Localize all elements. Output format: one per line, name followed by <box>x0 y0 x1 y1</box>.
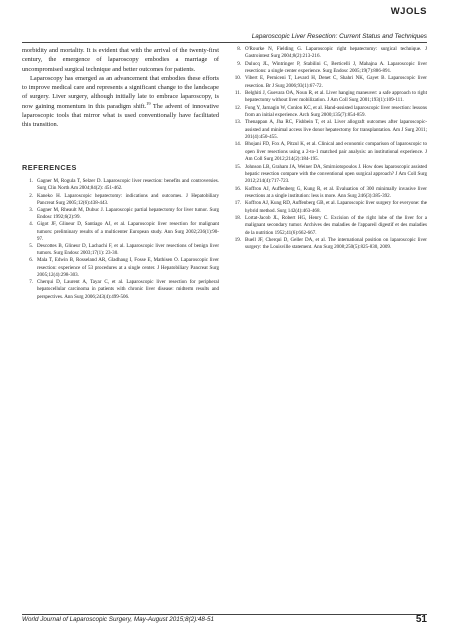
reference-number: 8. <box>237 46 241 52</box>
reference-item <box>230 200 427 215</box>
reference-number: 18. <box>234 214 241 221</box>
reference-item <box>230 90 427 105</box>
reference-number: 15. <box>234 163 241 170</box>
reference-text: Koffron AJ, Kung RD, Auffenberg GB, et al. Laparoscopic liver surgery for everyone: the hybrid method. Surg 142(4):463-468. <box>245 200 427 214</box>
header-divider <box>22 42 427 43</box>
reference-text: Fong Y, Jarnagin W, Conlon KC, et al. Hand-assisted laparoscopic liver resection: lessons from an initial experience. Arch Surg 2000;135(7):854-859. <box>245 104 427 119</box>
running-title: Laparoscopic Liver Resection: Current Status and Techniques <box>251 33 427 40</box>
reference-number: 11. <box>234 90 241 97</box>
body-paragraph-2 <box>22 74 219 130</box>
reference-item <box>22 193 219 207</box>
reference-number: 9. <box>237 60 241 67</box>
journal-abbreviation: WJOLS <box>390 6 427 17</box>
body-paragraph-2-text: Laparoscopy has emerged as an advancement that embodies these efforts to improve medical care and represents a significant change to the landscape of surgery. Liver surgery, although initially late to embrace laparoscopy, is now gaining momentum in this paradigm shift. <box>22 74 219 110</box>
reference-number: 16. <box>234 185 241 192</box>
reference-text: Mala T, Edwin B, Rosseland AR, Gladhaug I, Fosse E, Mathisen O. Laparoscopic liver resection: experience of 53 procedures at a single center. J Hepatobiliary Pancreat Surg 2005;12(4):298-303. <box>37 257 219 278</box>
reference-item <box>230 75 427 90</box>
reference-number: 7. <box>29 279 33 286</box>
reference-number: 1. <box>29 178 33 185</box>
reference-number: 4. <box>29 221 33 228</box>
reference-number: 14. <box>234 141 241 148</box>
footer-divider <box>22 614 427 615</box>
reference-text: Bhojani FD, Fox A, Pitzul K, et al. Clinical and economic comparison of laparoscopic to open liver resections using a 2-to-1 matched pair analysis: an institutional experience. J Am Coll Surg 2012;214(2):184-195. <box>245 141 427 163</box>
reference-text: Dulucq JL, Wintringer P, Stabilini C, Berticelli J, Mahajna A. Laparoscopic liver resections: a single center experience. Surg Endosc 2005;19(7):886-891. <box>245 60 427 75</box>
reference-item <box>22 221 219 243</box>
page-number: 51 <box>415 614 427 625</box>
reference-item <box>22 279 219 301</box>
body-paragraph-2-end: The advent of innovative laparoscopic tools that mirror what is used conventionally have facilitated this transition. <box>22 102 219 128</box>
reference-number: 17. <box>234 200 241 207</box>
reference-text: Lortat-Jacob JL, Robert HG, Henry C. Excision of the right lobe of the liver for a malignant secondary tumor. Archives des maladies de l'appareil digestif et des maladies de la nutrition 1952;41(6):662-667. <box>245 214 427 236</box>
citation-superscript: 19 <box>146 100 151 106</box>
reference-item <box>230 215 427 237</box>
reference-item <box>22 207 219 221</box>
reference-number: 3. <box>29 207 33 214</box>
reference-item <box>230 164 427 186</box>
reference-text: Kaneko H. Laparoscopic hepatectomy: indications and outcomes. J Hepatobiliary Pancreat Surg 2005;12(6):438-443. <box>37 192 219 206</box>
reference-text: Buell JF, Cherqui D, Geller DA, et al. The international position on laparoscopic liver surgery: the Louisville statement. Ann Surg 2008;250(5):825-830, 2009. <box>245 236 427 251</box>
reference-item <box>230 186 427 201</box>
reference-text: Gagner M, Rogula T, Selzer D. Laparoscopic liver resection: benefits and controversies. Surg Clin North Am 2004;84(2): 451-462. <box>37 178 219 192</box>
reference-item <box>230 141 427 163</box>
reference-text: O'Rourke N, Fielding G. Laparoscopic right hepatectomy: surgical technique. J Gastrointest Surg 2004;8(2):213-216. <box>245 46 427 60</box>
reference-number: 13. <box>234 119 241 126</box>
references-list-left <box>22 178 219 300</box>
reference-item <box>230 119 427 141</box>
reference-text: Thenappan A, Jha RC, Fishbein T, et al. Liver allograft outcomes after laparoscopic-assisted and minimal access live donor hepatectomy for transplantation. Am J Surg 2011; 201(4):450-455. <box>245 119 427 141</box>
footer-journal-citation: World Journal of Laparoscopic Surgery, May-August 2015;8(2):48-51 <box>22 616 215 623</box>
reference-text: Koffron AJ, Auffenberg G, Kung R, et al. Evaluation of 300 minimally invasive liver resections at a single institution: less is more. Ann Surg 246(3):385-392. <box>245 185 427 199</box>
reference-number: 5. <box>29 243 33 250</box>
reference-text: Gagner M, Rheault M, Dubuc J. Laparoscopic partial hepatectomy for liver tumor. Surg Endosc 1992;6(2):99. <box>37 207 219 221</box>
reference-number: 12. <box>234 104 241 111</box>
reference-text: Belghiti J, Guevara OA, Noun R, et al. Liver hanging maneuver: a safe approach to right hepatectomy without liver mobilization. J Am Coll Surg 2001;193(1):109-111. <box>245 90 427 104</box>
reference-text: Descottes B, Glineur D, Lachachi F, et al. Laparoscopic liver resections of benign liver tumors. Surg Endosc 2003;17(1): 23-30. <box>37 243 219 257</box>
reference-item <box>230 61 427 76</box>
reference-number: 2. <box>29 192 33 199</box>
reference-item <box>230 237 427 252</box>
reference-text: Cherqui D, Laurent A, Tayar C, et al. Laparoscopic liver resection for peripheral hepatocellular carcinoma in patients with chronic liver disease: midterm results and perspectives. Ann Surg 2006;243(4):499-506. <box>37 279 219 300</box>
reference-text: Johnson LB, Graham JA, Weiner DA, Smirniotopoulos J. How does laparoscopic assisted hepatic resection compare with the conventional open surgical approach? J Am Coll Surg 2012;214(4):717-723. <box>245 163 427 185</box>
reference-number: 19. <box>234 236 241 243</box>
reference-text: Gigot JF, Glineur D, Santiago AJ, et al. Laparoscopic liver resection for malignant tumors: preliminary results of a multicenter European study. Ann Surg 2002;236(1):90-97. <box>37 221 219 242</box>
left-column <box>22 46 219 301</box>
reference-number: 6. <box>29 257 33 264</box>
right-column <box>230 46 427 252</box>
reference-text: Vibert E, Perniceni T, Levard H, Denet C, Shahri NK, Gayet B. Laparoscopic liver resection. Br J Surg 2006;93(1):67-72. <box>245 75 427 89</box>
reference-item <box>230 105 427 120</box>
reference-number: 10. <box>234 75 241 82</box>
reference-item <box>22 243 219 257</box>
body-paragraph-1: morbidity and mortality. It is evident that with the arrival of the twenty-first century, the emergence of laparoscopy embodies a marriage of uncompromised surgical technique and better outcomes for patients. <box>22 47 219 73</box>
reference-item <box>22 178 219 192</box>
reference-item <box>230 46 427 61</box>
references-heading: REFERENCES <box>22 163 77 173</box>
references-list-right <box>230 46 427 252</box>
reference-item <box>22 257 219 279</box>
